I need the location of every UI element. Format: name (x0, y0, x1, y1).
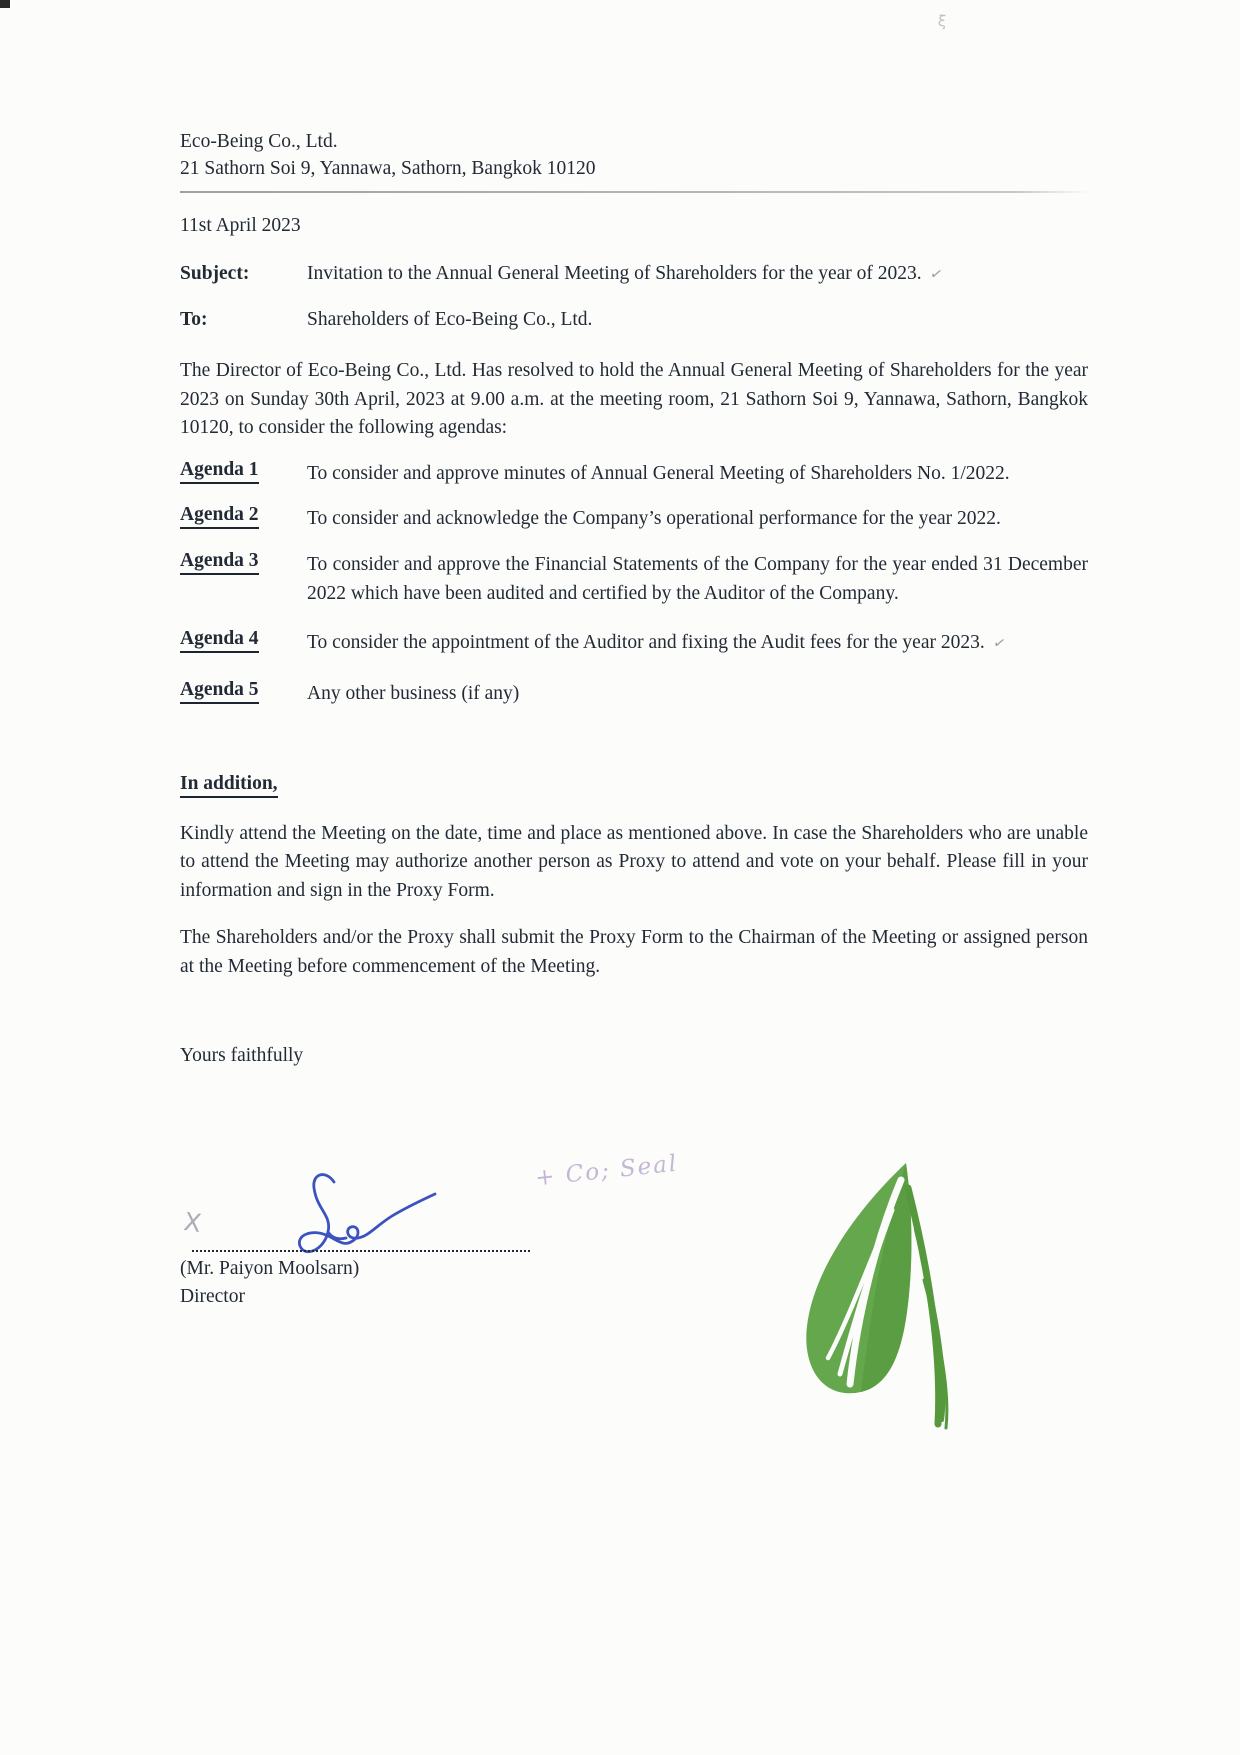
pen-tick-icon: ✓ (927, 265, 944, 285)
header-divider (180, 191, 1088, 193)
handwritten-seal-note: + Co; Seal (534, 1150, 680, 1192)
agenda-item-4 (180, 628, 1088, 659)
handwritten-x-mark: X (182, 1206, 204, 1239)
company-name: Eco-Being Co., Ltd. (180, 131, 338, 152)
closing-salutation: Yours faithfully (180, 1045, 304, 1066)
agenda-2-text: To consider and acknowledge the Company’s operational performance for the year 2022. (307, 507, 1001, 529)
agenda-item-5 (180, 679, 1088, 708)
subject-label: Subject: (180, 263, 250, 284)
agenda-1-label: Agenda 1 (180, 459, 307, 488)
subject-text-value: Invitation to the Annual General Meeting of Shareholders for the year of 2023. (307, 263, 922, 284)
pen-tick-icon: ✓ (991, 634, 1007, 653)
company-seal-stamp (788, 1160, 1003, 1435)
agenda-5-text: Any other business (if any) (307, 682, 520, 704)
signer-title: Director (180, 1286, 245, 1307)
pencil-scribble-mark: ξ (937, 11, 947, 31)
agenda-4-text-value: To consider the appointment of the Auditor and fixing the Audit fees for the year 2023. (307, 631, 985, 653)
agenda-2-label: Agenda 2 (180, 504, 307, 533)
signer-name: (Mr. Paiyon Moolsarn) (180, 1258, 360, 1279)
scan-corner-artifact (0, 0, 10, 8)
letter-date: 11st April 2023 (180, 215, 301, 236)
company-address: 21 Sathorn Soi 9, Yannawa, Sathorn, Bangkok 10120 (180, 158, 596, 179)
to-text: Shareholders of Eco-Being Co., Ltd. (307, 309, 593, 330)
agenda-item-1 (180, 459, 1088, 488)
agenda-3-text: To consider and approve the Financial Statements of the Company for the year ended 31 December 2022 which have been audited and certified by the Auditor of the Company. (307, 553, 1088, 604)
agenda-4-text (307, 628, 1088, 659)
subject-row (180, 263, 1088, 285)
attend-paragraph: Kindly attend the Meeting on the date, time and place as mentioned above. In case the Shareholders who are unable to attend the Meeting may authorize another person as Proxy to attend and vote on your behalf. Please fill in your information and sign in the Proxy Form. (180, 822, 1088, 901)
agenda-item-2 (180, 504, 1088, 533)
agenda-1-text: To consider and approve minutes of Annual General Meeting of Shareholders No. 1/2022. (307, 462, 1010, 484)
letter-body (180, 128, 1088, 1067)
agenda-3-label: Agenda 3 (180, 550, 307, 608)
agenda-5-label: Agenda 5 (180, 679, 307, 708)
to-label: To: (180, 309, 208, 330)
signature-dotted-line (192, 1232, 530, 1252)
to-row (180, 309, 1088, 331)
in-addition-heading: In addition, (180, 773, 1088, 798)
proxy-paragraph: The Shareholders and/or the Proxy shall submit the Proxy Form to the Chairman of the Meeting or assigned person at the Meeting before commencement of the Meeting. (180, 927, 1088, 977)
agenda-item-3 (180, 550, 1088, 608)
agenda-4-label: Agenda 4 (180, 628, 307, 659)
intro-paragraph: The Director of Eco-Being Co., Ltd. Has resolved to hold the Annual General Meeting of Shareholders for the year 2023 on Sunday 30th April, 2023 at 9.00 a.m. at the meeting room, 21 Sathorn Soi 9, Yannawa, Sathorn, Bangkok 10120, to consider the following agendas: (180, 360, 1088, 438)
subject-text (307, 263, 1088, 285)
